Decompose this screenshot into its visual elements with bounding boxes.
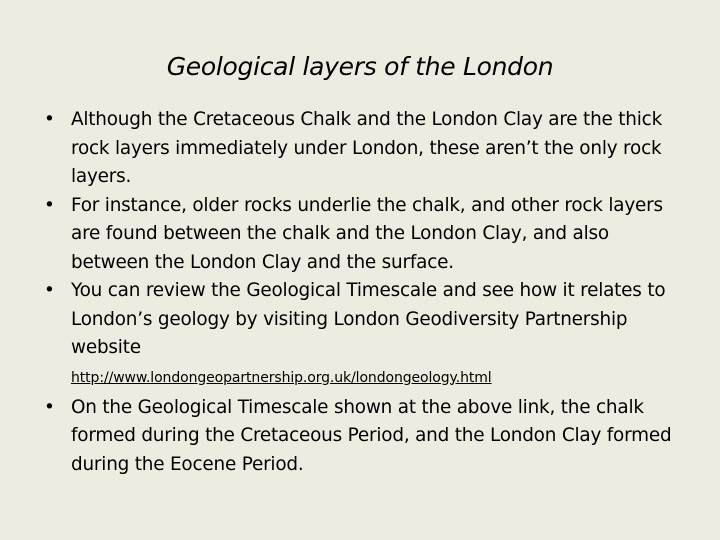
slide-title: Geological layers of the London [166, 52, 554, 81]
bullet-item [44, 277, 684, 363]
bullet-icon: • [44, 280, 55, 301]
bullet-text: You can review the Geological Timescale and see how it relates to London’s geology by visiting London Geodiversity Partnership website [71, 280, 666, 358]
bullet-text: Although the Cretaceous Chalk and the London Clay are the thick rock layers immediately under London, these aren’t the only rock layers. [71, 109, 663, 187]
bullet-icon: • [44, 109, 55, 130]
bullet-text: For instance, older rocks underlie the chalk, and other rock layers are found between the chalk and the London Clay, and also between the London Clay and the surface. [71, 194, 663, 273]
bullet-item [44, 106, 684, 192]
bullet-item [44, 192, 684, 278]
link-line [44, 368, 684, 388]
bullet-list [44, 106, 684, 479]
bullet-item [44, 394, 684, 480]
bullet-icon: • [44, 194, 55, 216]
bullet-text: On the Geological Timescale shown at the above link, the chalk formed during the Cretaceous Period, and the London Clay formed during the Eocene Period. [71, 396, 672, 475]
website-link[interactable]: http://www.londongeopartnership.org.uk/londongeology.html [71, 369, 492, 386]
bullet-icon: • [44, 396, 55, 418]
